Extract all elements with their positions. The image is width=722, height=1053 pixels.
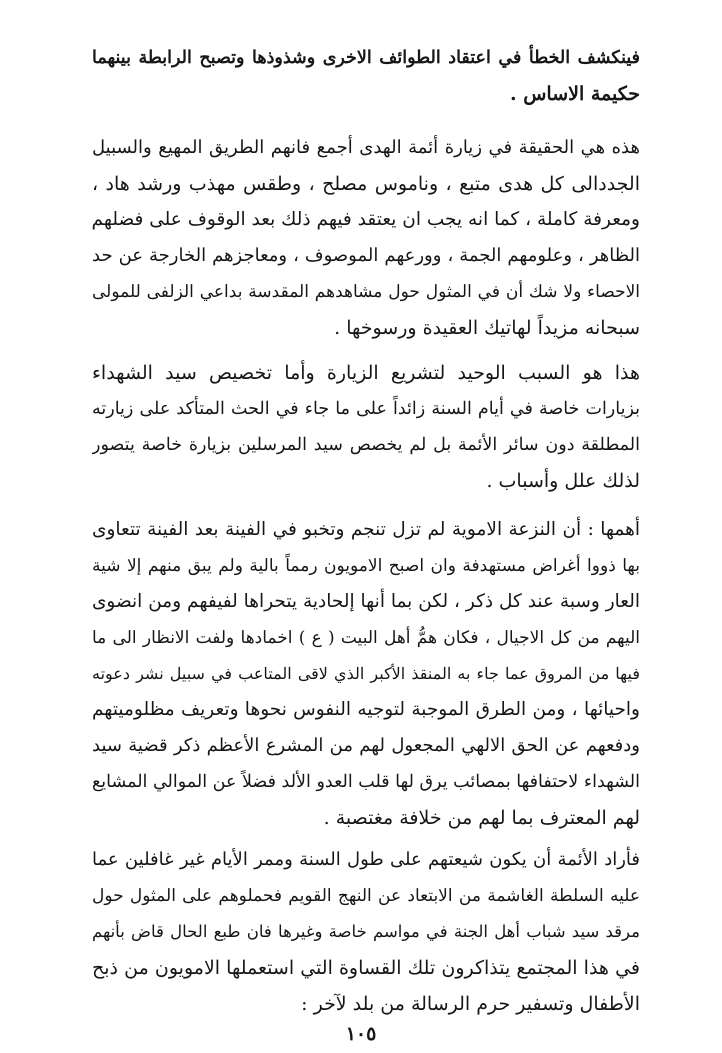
text-line: مرقد سيد شباب أهل الجنة في مواسم خاصة وغيرها فان طبع الحال قاض بأنهم bbox=[92, 922, 640, 941]
text-line: حكيمة الاساس . bbox=[509, 83, 640, 105]
text-line: الظاهر ، وعلومهم الجمة ، وورعهم الموصوف ، ومعاجزهم الخارجة عن حد bbox=[92, 245, 640, 266]
text-line: هذه هي الحقيقة في زيارة أئمة الهدى أجمع فانهم الطريق المهيع والسبيل bbox=[92, 137, 640, 158]
text-line: الجددالى كل هدى متبع ، وناموس مصلح ، وطقس مهذب ورشد هاد ، bbox=[92, 173, 640, 195]
paragraph-1 bbox=[92, 40, 640, 112]
text-line: بها ذووا أغراض مستهدفة وان اصبح الامويون رمماً بالية ولم يبق منهم إلا شية bbox=[92, 556, 640, 576]
text-line: اليهم من كل الاجيال ، فكان همُّ أهل البيت ( ع ) اخمادها ولفت الانظار الى ما bbox=[92, 628, 640, 648]
text-line: بزيارات خاصة في أيام السنة زائداً على ما جاء في الحث المتأكد على زيارته bbox=[92, 399, 640, 419]
paragraph-5 bbox=[92, 842, 640, 1022]
text-line: الاحصاء ولا شك أن في المثول حول مشاهدهم المقدسة بداعي الزلفى للمولى bbox=[92, 282, 640, 302]
page-number: ١٠٥ bbox=[345, 1023, 377, 1045]
text-line: الأطفال وتسفير حرم الرسالة من بلد لآخر : bbox=[301, 993, 640, 1015]
text-line: عليه السلطة الغاشمة من الابتعاد عن النهج القويم فحملوهم على المثول حول bbox=[92, 886, 640, 906]
text-line: فينكشف الخطأ في اعتقاد الطوائف الاخرى وشذوذها وتصبح الرابطة بينهما bbox=[92, 48, 640, 68]
text-line: هذا هو السبب الوحيد لتشريع الزيارة وأما تخصيص سيد الشهداء bbox=[92, 362, 640, 384]
text-line: الشهداء لاحتفافها بمصائب يرق لها قلب العدو الألد فضلاً عن الموالي المشايع bbox=[92, 772, 640, 792]
text-line: المطلقة دون سائر الأئمة بل لم يخصص سيد المرسلين بزيارة خاصة يتصور bbox=[92, 435, 640, 455]
paragraph-3 bbox=[92, 355, 640, 499]
text-line: أهمها : أن النزعة الاموية لم تزل تنجم وتخبو في الفينة بعد الفينة تتعاوى bbox=[92, 519, 640, 540]
paragraph-4 bbox=[92, 512, 640, 836]
text-line: ودفعهم عن الحق الالهي المجعول لهم من المشرع الأعظم ذكر قضية سيد bbox=[92, 735, 640, 756]
text-line: العار وسبة عند كل ذكر ، لكن بما أنها إلحادية يتحراها لفيفهم ومن انضوى bbox=[92, 591, 640, 612]
text-line: فيها من المروق عما جاء به المنقذ الأكبر الذي لاقى المتاعب في سبيل نشر دعوته bbox=[92, 664, 640, 683]
text-line: واحيائها ، ومن الطرق الموجبة لتوجيه النفوس نحوها وتعريف مظلوميتهم bbox=[92, 699, 640, 720]
text-line: لذلك علل وأسباب . bbox=[486, 470, 640, 492]
text-line: فأراد الأئمة أن يكون شيعتهم على طول السنة وممر الأيام غير غافلين عما bbox=[92, 849, 640, 870]
text-line: ومعرفة كاملة ، كما انه يجب ان يعتقد فيهم ذلك بعد الوقوف على فضلهم bbox=[92, 209, 640, 230]
text-line: لهم المعترف بما لهم من خلافة مغتصبة . bbox=[323, 807, 640, 829]
text-line: سبحانه مزيداً لهاتيك العقيدة ورسوخها . bbox=[334, 317, 640, 339]
paragraph-2 bbox=[92, 130, 640, 346]
text-line: في هذا المجتمع يتذاكرون تلك القساوة التي استعملها الامويون من ذبح bbox=[92, 957, 640, 979]
